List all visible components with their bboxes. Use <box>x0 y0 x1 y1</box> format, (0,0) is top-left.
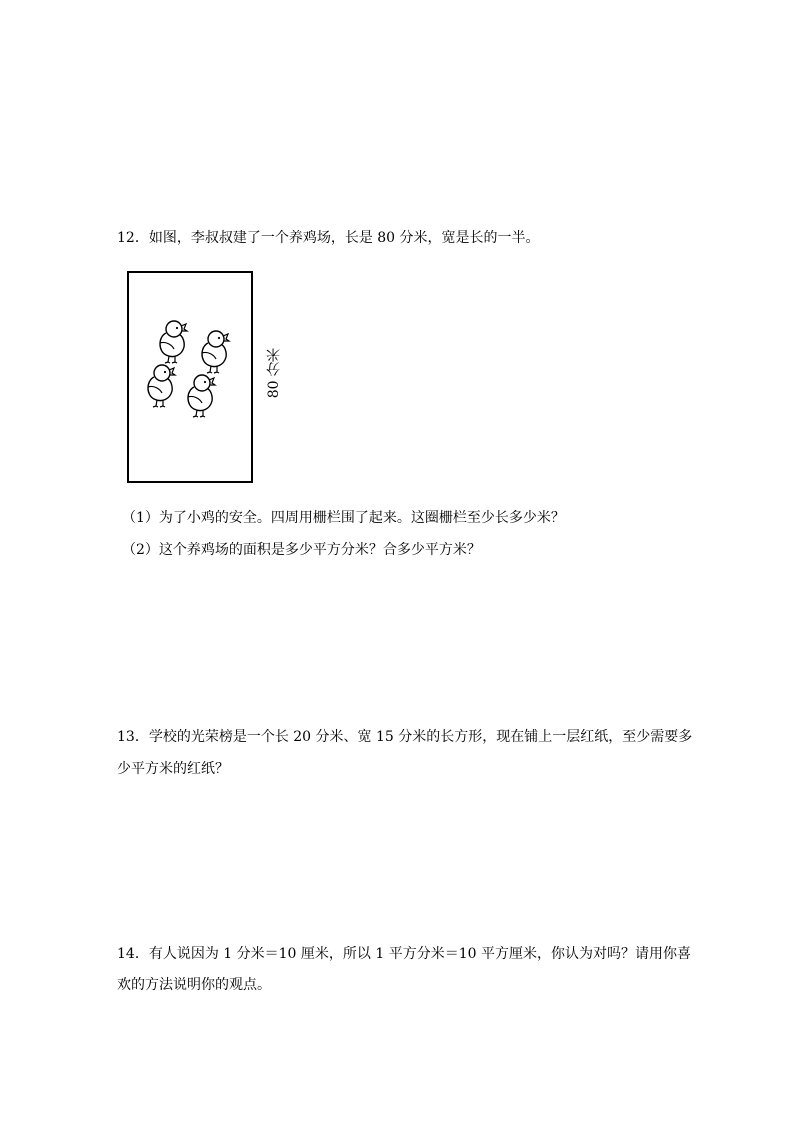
chick-icon <box>160 321 187 363</box>
chick-icon <box>202 331 229 373</box>
question-13-line-2: 少平方米的红纸？ <box>117 761 229 777</box>
chick-icon <box>148 365 175 407</box>
question-14-line-1: 14．有人说因为 1 分米＝10 厘米，所以 1 平方分米＝10 平方厘米，你认为对吗？请用你喜 <box>117 946 691 962</box>
question-12-part-1: （1）为了小鸡的安全。四周用栅栏围了起来。这圈栅栏至少长多少米？ <box>122 510 565 526</box>
question-12-stem: 12．如图，李叔叔建了一个养鸡场，长是 80 分米，宽是长的一半。 <box>117 230 540 246</box>
question-13-line-1: 13．学校的光荣榜是一个长 20 分米、宽 15 分米的长方形，现在铺上一层红纸，至少需要多 <box>117 729 693 745</box>
question-12-part-2: （2）这个养鸡场的面积是多少平方分米？合多少平方米？ <box>122 542 481 558</box>
chick-icon <box>188 375 215 417</box>
question-14-line-2: 欢的方法说明你的观点。 <box>117 977 271 993</box>
length-dimension-label: 80 分米 <box>266 348 282 399</box>
chicks-illustration <box>140 315 240 421</box>
